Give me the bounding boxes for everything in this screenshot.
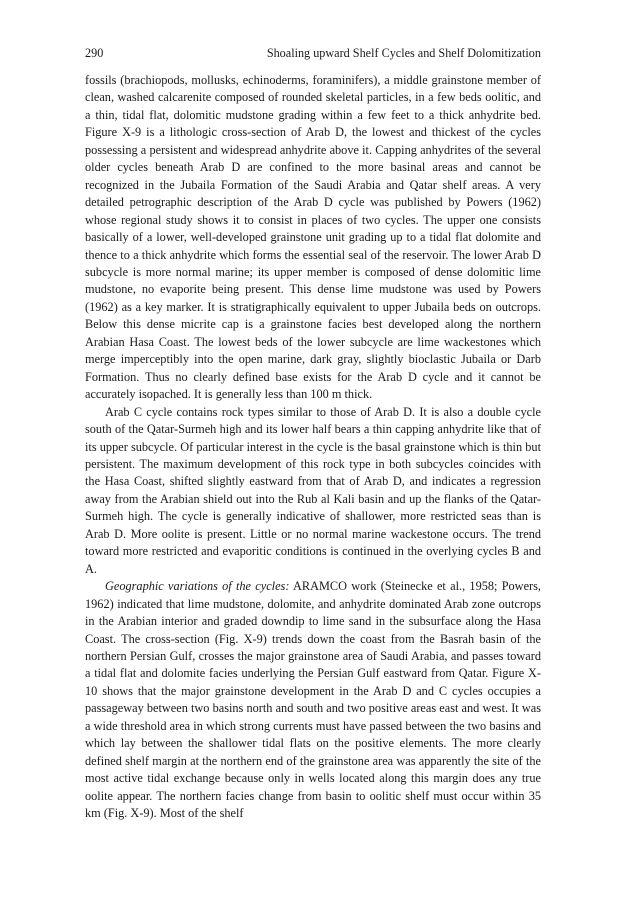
paragraph-text: Arab C cycle contains rock types similar to those of Arab D. It is also a double cycle south of the Qatar-Surmeh high and its lower half bears a thin capping anhydrite like that of its upper subcycle. Of particular interest in the cycle is the basal grainstone which is thin but persistent. The maximum development of this rock type in both subcycles coincides with the Hasa Coast, shifted slightly eastward from that of Arab D, and indicates a regression away from the Arabian shield out into the Rub al Kali basin and up the flanks of the Qatar-Surmeh high. The cycle is generally indicative of shallower, more restricted seas than is Arab D. More oolite is present. Little or no normal marine wackestone occurs. The trend toward more restricted and evaporitic conditions is continued in the overlying cycles B and A.	[85, 404, 541, 576]
run-in-heading: Geographic variations of the cycles:	[105, 579, 290, 594]
running-head	[85, 46, 541, 60]
paragraph	[85, 72, 541, 404]
running-title: Shoaling upward Shelf Cycles and Shelf Dolomitization	[266, 46, 541, 60]
book-page	[85, 46, 541, 822]
paragraph	[85, 404, 541, 579]
paragraph-text: fossils (brachiopods, mollusks, echinoderms, foraminifers), a middle grainstone member of clean, washed calcarenite composed of rounded skeletal particles, in a few beds oolitic, and a thin, tidal flat, dolomitic mudstone grading within a few feet to a thick anhydrite bed. Figure X-9 is a lithologic cross-section of Arab D, the lowest and thickest of the cycles possessing a persistent and widespread anhydrite above it. Capping anhydrites of the several older cycles beneath Arab D are confined to the more basinal areas and cannot be recognized in the Jubaila Formation of the Saudi Arabia and Qatar shelf areas. A very detailed petrographic description of the Arab D cycle was published by Powers (1962) whose regional study shows it to consist in places of two cycles. The upper one consists basically of a lower, well-developed grainstone unit grading up to a tidal flat dolomite and thence to a thick anhydrite which forms the essential seal of the reservoir. The lower Arab D subcycle is more normal marine; its upper member is composed of dense dolomitic lime mudstone, no evaporite being present. This dense lime mudstone was used by Powers (1962) as a key marker. It is stratigraphically equivalent to upper Jubaila beds on outcrops. Below this dense micrite cap is a grainstone facies best developed along the northern Arabian Hasa Coast. The lowest beds of the lower subcycle are lime wackestones which merge imperceptibly into the open marine, dark gray, slightly bioclastic Jubaila or Darb Formation. Thus no clearly defined base exists for the Arab D cycle and it cannot be accurately isopached. It is generally less than 100 m thick.	[85, 73, 541, 402]
body-text	[85, 72, 541, 822]
paragraph	[85, 578, 541, 822]
paragraph-text: ARAMCO work (Steinecke et al., 1958; Powers, 1962) indicated that lime mudstone, dolomite, and anhydrite dominated Arab zone outcrops in the Arabian interior and graded downdip to lime sand in the subsurface along the Hasa Coast. The cross-section (Fig. X-9) trends down the coast from the Basrah basin of the northern Persian Gulf, crosses the major grainstone area of Saudi Arabia, and passes toward a tidal flat and dolomite facies underlying the Persian Gulf eastward from Qatar. Figure X-10 shows that the major grainstone development in the Arab D and C cycles occupies a passageway between two basins north and south and two positive areas east and west. It was a wide threshold area in which strong currents must have passed between the two basins and which lay between the shallower tidal flats on the positive elements. The more clearly defined shelf margin at the northern end of the grainstone area was apparently the site of the most active tidal exchange because only in wells located along this margin does any true oolite appear. The northern facies change from basin to oolitic shelf must occur within 35 km (Fig. X-9). Most of the shelf	[85, 579, 541, 821]
page-number: 290	[85, 46, 104, 60]
